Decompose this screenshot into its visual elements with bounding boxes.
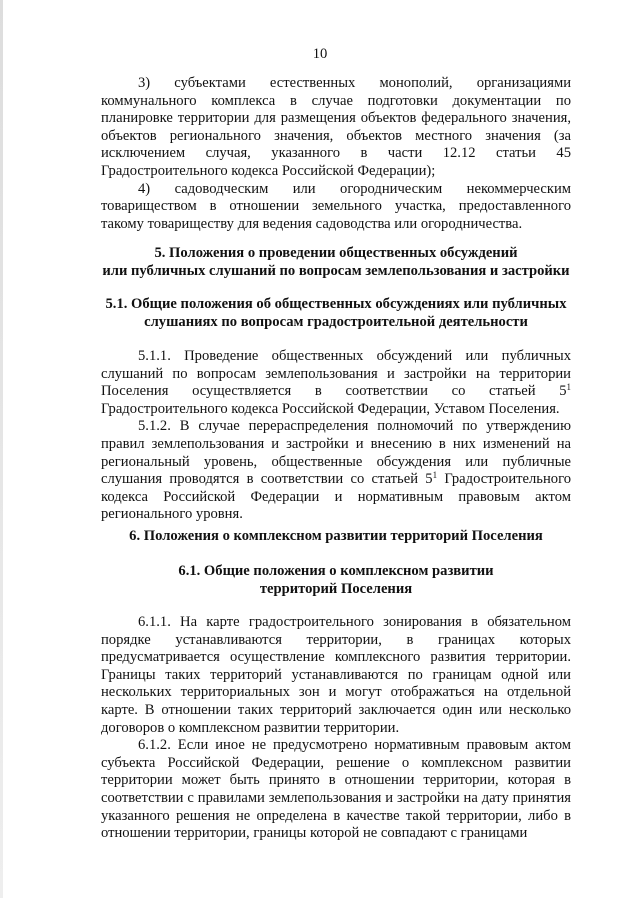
paragraph-5-1-1-text-b: Градостроительного кодекса Российской Федерации, Уставом Поселения.	[101, 400, 560, 417]
paragraph-5-1-1	[101, 348, 571, 418]
section-5-heading-line1: 5. Положения о проведении общественных обсуждений	[154, 245, 518, 261]
list-block	[101, 75, 571, 233]
paragraph-5-1-2-text-b: Градостроительного кодекса Российской Федерации и нормативным правовым актом регионального уровня.	[101, 471, 571, 523]
paragraph-6-1-2: 6.1.2. Если иное не предусмотрено нормативным правовым актом субъекта Российской Федерации, решение о комплексном развитии территории может быть принято в отношении территории, которая в соответствии с правилами землепользования и застройки на дату принятия указанного решения не определена в качестве такой территории, либо в отношении территории, границы которой не совпадают с границами	[101, 737, 571, 842]
superscript-1: 1	[566, 382, 571, 393]
section-6-1-heading-line2: территорий Поселения	[259, 580, 413, 597]
list-item-4: 4) садоводческим или огородническим некоммерческим товариществом в отношении земельного участка, предоставленного такому товариществу для ведения садоводства или огородничества.	[101, 180, 571, 232]
superscript-2: 1	[432, 470, 438, 481]
section-5-1-heading-line2: слушаниях по вопросам градостроительной деятельности	[144, 313, 528, 330]
scan-edge	[0, 0, 3, 898]
section-5-heading	[101, 245, 571, 280]
paragraph-5-1-1-text-a: 5.1.1. Проведение общественных обсуждений или публичных слушаний по вопросам землепользования и застройки на территории Поселения осуществляется в соответствии со статьей 5	[101, 348, 571, 400]
section-5-heading-line2: или публичных слушаний по вопросам землепользования и застройки	[102, 262, 570, 279]
paragraph-5-1-2-text-a: 5.1.2. В случае перераспределения полномочий по утверждению правил землепользования и застройки и внесению в них изменений на региональный уровень, общественные обсуждения или публичные слушания проводятся в соответствии со статьей 5	[101, 418, 571, 488]
section-5-1-heading-line1: 5.1. Общие положения об общественных обсуждениях или публичных	[105, 296, 567, 312]
section-5-1-heading	[101, 296, 571, 331]
page-number: 10	[312, 46, 328, 62]
list-item-3: 3) субъектами естественных монополий, организациями коммунального комплекса в случае подготовки документации по планировке территории для размещения объектов федерального значения, объектов регионального значения, объектов местного значения (за исключением случая, указанного в части 12.12 статьи 45 Градостроительного кодекса Российской Федерации);	[101, 75, 571, 179]
section-6-body	[101, 614, 571, 843]
section-6-1-heading-line1: 6.1. Общие положения о комплексном развитии	[178, 563, 494, 579]
paragraph-6-1-1: 6.1.1. На карте градостроительного зонирования в обязательном порядке устанавливаются территории, в границах которых предусматривается осуществление комплексного развития территории. Границы таких территорий устанавливаются по границам одной или нескольких территориальных зон и могут отображаться на отдельной карте. В отношении таких территорий заключается один или несколько договоров о комплексном развитии территории.	[101, 614, 571, 736]
section-6-1-heading	[101, 563, 571, 598]
paragraph-5-1-2	[101, 418, 571, 524]
section-6-heading-text: 6. Положения о комплексном развитии территорий Поселения	[129, 528, 543, 544]
section-5-body	[101, 348, 571, 524]
section-6-heading	[101, 528, 571, 546]
